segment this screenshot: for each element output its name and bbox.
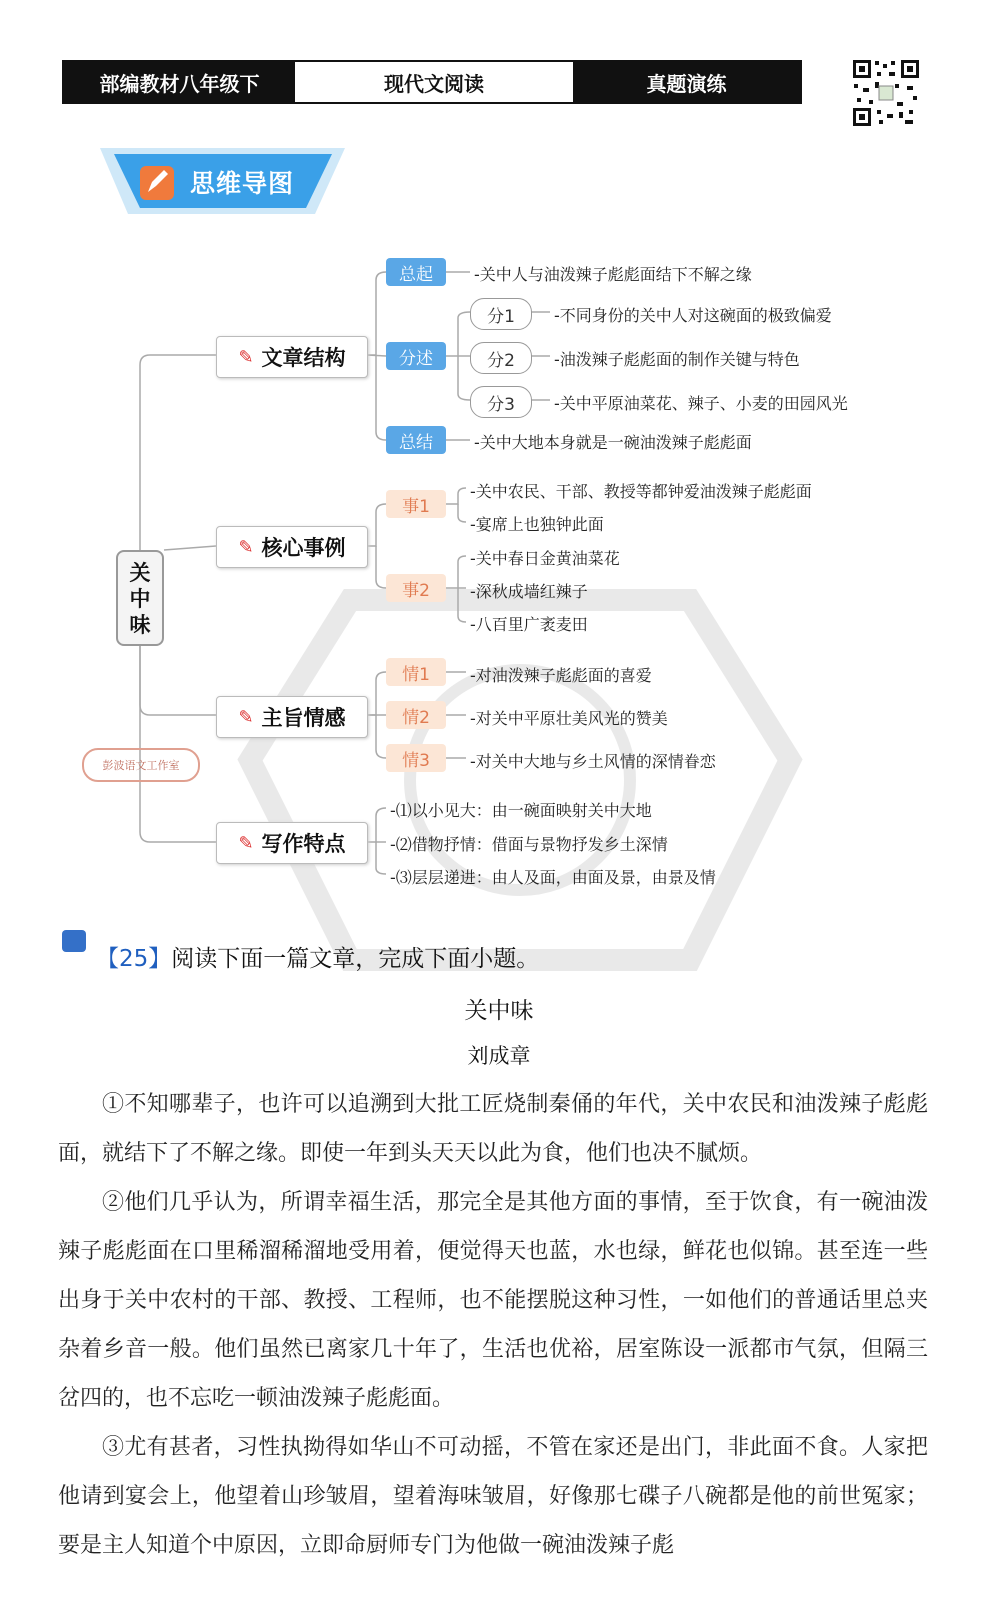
tag-shi1: 事1 [386,490,446,518]
question-number: 【25】 [96,946,172,972]
mindmap-root [116,550,164,646]
article-author: 刘成章 [467,1044,531,1068]
branch-emotion [216,696,368,738]
leaf-example-5: -八百里广袤麦田 [470,615,588,634]
tag-fen1: 分1 [470,298,532,330]
qr-code[interactable] [851,58,921,128]
leaf-writing-1: -⑴以小见大：由一碗面映射关中大地 [390,801,652,820]
leaf-zongjie: -关中大地本身就是一碗油泼辣子彪彪面 [474,433,752,452]
leaf-example-4: -深秋成墙红辣子 [470,582,588,601]
leaf-fen3: -关中平原油菜花、辣子、小麦的田园风光 [554,394,848,413]
branch-structure [216,336,368,378]
branch-structure-label: 文章结构 [261,346,346,370]
leaf-emotion-2: -对关中平原壮美风光的赞美 [470,709,668,728]
leaf-emotion-3: -对关中大地与乡土风情的深情眷恋 [470,752,716,771]
tag-fenshu: 分述 [386,342,446,370]
tag-qing1: 情1 [386,658,446,686]
header-bar [62,60,802,104]
leaf-example-3: -关中春日金黄油菜花 [470,549,620,568]
tag-fen2: 分2 [470,342,532,374]
pencil-icon: ✎ [238,346,254,368]
studio-stamp: 彭波语文工作室 [82,748,200,782]
branch-examples [216,526,368,568]
branch-examples-label: 核心事例 [261,536,346,560]
question-line [96,940,539,973]
leaf-writing-3: -⑶层层递进：由人及面，由面及景，由景及情 [390,868,716,887]
leaf-example-1: -关中农民、干部、教授等都钟爱油泼辣子彪彪面 [470,482,812,501]
tag-qing3: 情3 [386,744,446,772]
leaf-fen2: -油泼辣子彪彪面的制作关键与特色 [554,350,800,369]
header-category: 现代文阅读 [295,62,573,102]
tag-zongjie: 总结 [386,426,446,454]
comment-icon [62,930,86,952]
branch-emotion-label: 主旨情感 [261,706,346,730]
leaf-emotion-1: -对油泼辣子彪彪面的喜爱 [470,666,652,685]
branch-writing-label: 写作特点 [261,832,346,856]
header-grade: 部编教材八年级下 [64,62,295,102]
tag-zongqi: 总起 [386,258,446,286]
article-title: 关中味 [464,998,534,1024]
branch-writing [216,822,368,864]
tag-shi2: 事2 [386,574,446,602]
leaf-fen1: -不同身份的关中人对这碗面的极致偏爱 [554,306,832,325]
leaf-writing-2: -⑵借物抒情：借面与景物抒发乡土深情 [390,835,668,854]
pencil-icon: ✎ [238,706,254,728]
paragraph-1: ①不知哪辈子，也许可以追溯到大批工匠烧制秦俑的年代，关中农民和油泼辣子彪彪面，就结下了不解之缘。即使一年到头天天以此为食，他们也决不腻烦。 [58,1092,928,1166]
leaf-zongqi: -关中人与油泼辣子彪彪面结下不解之缘 [474,265,752,284]
paragraph-3: ③尤有甚者，习性执拗得如华山不可动摇，不管在家还是出门，非此面不食。人家把他请到宴会上，他望着山珍皱眉，望着海味皱眉，好像那七碟子八碗都是他的前世冤家；要是主人知道个中原因，立即命厨师专门为他做一碗油泼辣子彪 [58,1435,928,1558]
mindmap-root-label: 关中味 [129,561,151,637]
tag-qing2: 情2 [386,701,446,729]
tag-fen3: 分3 [470,386,532,418]
header-section: 真题演练 [573,62,800,102]
leaf-example-2: -宴席上也独钟此面 [470,515,604,534]
banner-title: 思维导图 [190,169,295,198]
question-prompt: 阅读下面一篇文章，完成下面小题。 [171,946,540,972]
paragraph-2: ②他们几乎认为，所谓幸福生活，那完全是其他方面的事情，至于饮食，有一碗油泼辣子彪彪面在口里稀溜稀溜地受用着，便觉得天也蓝，水也绿，鲜花也似锦。甚至连一些出身于关中农村的干部、教授、工程师，也不能摆脱这种习性，一如他们的普通话里总夹杂着乡音一般。他们虽然已离家几十年了，生活也优裕，居室陈设一派都市气氛，但隔三岔四的，也不忘吃一顿油泼辣子彪彪面。 [58,1190,928,1411]
mind-map [0,250,998,910]
pencil-icon: ✎ [238,832,254,854]
pencil-icon: ✎ [238,536,254,558]
